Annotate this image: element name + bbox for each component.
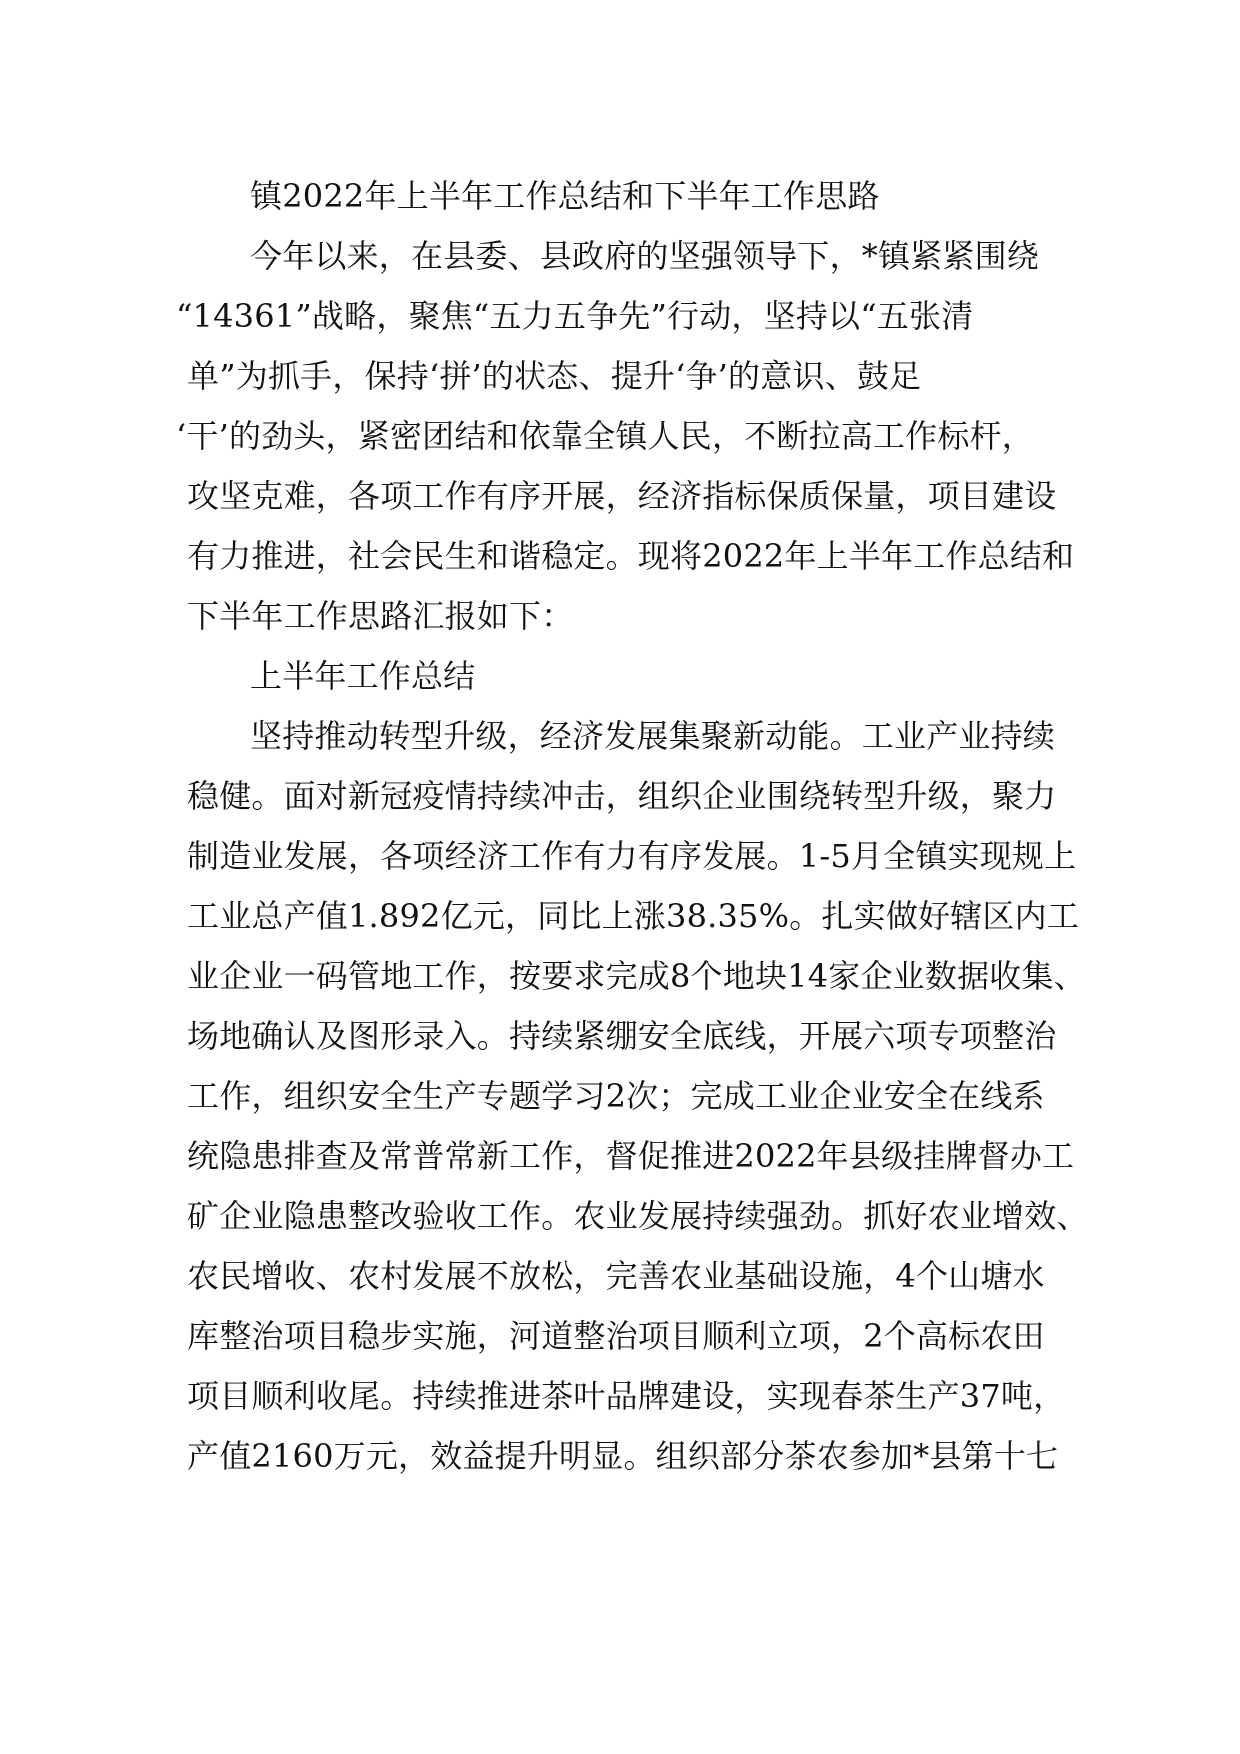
intro-line: 攻坚克难，各项工作有序开展，经济指标保质保量，项目建设 <box>187 477 1057 515</box>
body-line: 场地确认及图形录入。持续紧绷安全底线，开展六项专项整治 <box>187 1017 1057 1055</box>
document-title: 镇2022年上半年工作总结和下半年工作思路 <box>250 177 880 215</box>
body-line: 业企业一码管地工作，按要求完成8个地块14家企业数据收集、 <box>187 957 1086 995</box>
body-line: 矿企业隐患整改验收工作。农业发展持续强劲。抓好农业增效、 <box>187 1197 1089 1235</box>
section-heading: 上半年工作总结 <box>250 657 476 695</box>
body-line: 产值2160万元，效益提升明显。组织部分茶农参加*县第十七 <box>187 1437 1059 1475</box>
body-line: 库整治项目稳步实施，河道整治项目顺利立项，2个高标农田 <box>187 1317 1045 1355</box>
intro-line: ‘干’的劲头，紧密团结和依靠全镇人民，不断拉高工作标杆， <box>176 417 1034 455</box>
body-line: 稳健。面对新冠疫情持续冲击，组织企业围绕转型升级，聚力 <box>187 777 1057 815</box>
intro-line: “14361”战略，聚焦“五力五争先”行动，坚持以“五张清 <box>176 297 974 335</box>
body-line: 农民增收、农村发展不放松，完善农业基础设施，4个山塘水 <box>187 1257 1045 1295</box>
body-line: 项目顺利收尾。持续推进茶叶品牌建设，实现春茶生产37吨， <box>187 1377 1066 1415</box>
body-line: 坚持推动转型升级，经济发展集聚新动能。工业产业持续 <box>250 717 1056 755</box>
body-line: 工作，组织安全生产专题学习2次；完成工业企业安全在线系 <box>187 1077 1045 1115</box>
intro-line: 有力推进，社会民生和谐稳定。现将2022年上半年工作总结和 <box>187 537 1075 575</box>
body-line: 统隐患排查及常普常新工作，督促推进2022年县级挂牌督办工 <box>187 1137 1075 1175</box>
intro-line: 下半年工作思路汇报如下： <box>187 597 574 635</box>
intro-line: 单”为抓手，保持‘拼’的状态、提升‘争’的意识、鼓足 <box>187 357 922 395</box>
intro-line: 今年以来，在县委、县政府的坚强领导下，*镇紧紧围绕 <box>250 237 1040 275</box>
body-line: 制造业发展，各项经济工作有力有序发展。1-5月全镇实现规上 <box>187 837 1077 875</box>
body-line: 工业总产值1.892亿元，同比上涨38.35%。扎实做好辖区内工 <box>187 897 1080 935</box>
